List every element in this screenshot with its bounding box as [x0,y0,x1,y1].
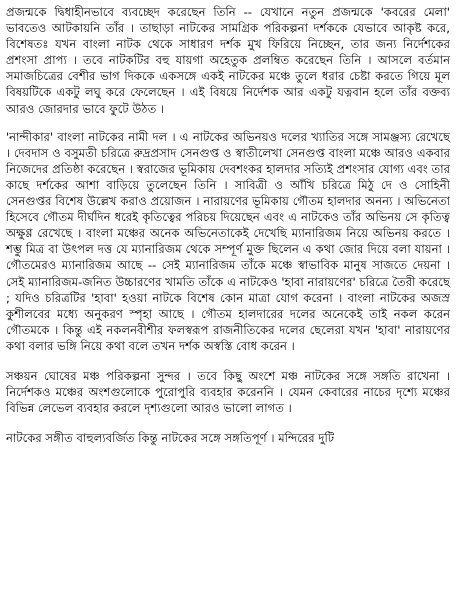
paragraph-acting: 'নান্দীকার' বাংলা নাটকের নামী দল । এ নাটকের অভিনয়ও দলের খ্যাতির সঙ্গে সামঞ্জস্য রেখেছে । দেবদাস ও বসুমতী চরিত্রে রুদ্রপ্রসাদ সেনগুপ্ত ও স্বাতীলেখা সেনগুপ্ত বাংলা মঞ্চে আরও একবার নিজেদের প্রতিষ্ঠা করেছেন । স্বরাজের ভূমিকায় দেবশংকর হালদার সত্যিই প্রশংসার যোগ্য এবং তার কাছে দর্শকের আশা বাড়িয়ে তুলেছেন তিনি । সাবিত্রী ও আঁখি চরিত্রে মিঠু দে ও সোহিনী সেনগুপ্তর বিশেষ উল্লেখ করাও প্রয়োজন । নারায়ণের ভূমিকায় গৌতম হালদার অনন্য । অভিনেতা হিসেবে গৌতম দীর্ঘদিন ধরেই কৃতিত্বের পরিচয় দিয়েছেন এবং এ নাটকেও তাঁর অভিনয় সে কৃতিত্ব অক্ষুণ্ণ রেখেছে । বাংলা মঞ্চের অনেক অভিনেতাকেই দেখেছি ম্যানারিজম নিয়ে অভিনয় করতে । শম্ভু মিত্র বা উৎপল দত্ত যে ম্যানারিজম থেকে সম্পূর্ণ মুক্ত ছিলেন এ কথা জোর দিয়ে বলা যায়না । গৌতমেরও ম্যানারিজম আছে -- সেই ম্যানারিজম তাঁকে মঞ্চে স্বাভাবিক মানুষ সাজতে দেয়না । সেই ম্যানারিজম-জনিত উচ্চারণের খামতি তাঁকে এ নাটকেও 'হাবা নারায়ণের' চরিত্রে তৈরী করেছে ; যদিও চরিত্রটির 'হাবা' হওয়া নাটকে বিশেষ কোন মাত্রা যোগ করেনা । বাংলা নাটকের অজস্র কুশীলবের মধ্যে অনুকরণ স্পৃহা আছে । গৌতম হালদারের দলের অনেকেই তাই নকল করেন গৌতমকে । কিন্তু এই নকলনবীশীর ফলস্বরূপ রাজনীতিকের দলের ছেলেরা যখন 'হাবা' নারায়ণের কথা বলার ভঙ্গি নিয়ে কথা বলে তখন দর্শক অস্বস্তি বোধ করেন । [6,129,450,353]
paragraph-music: নাটকের সঙ্গীত বাহুল্যবর্জিত কিন্তু নাটকের সঙ্গে সঙ্গতিপূর্ণ । মন্দিরের দুটি [6,431,335,446]
paragraph-stage-design: সঞ্চয়ন ঘোষের মঞ্চ পরিকল্পনা সুন্দর । তবে কিছু অংশে মঞ্চ নাটকের সঙ্গে সঙ্গতি রাখেনা । নির্দেশকও মঞ্চের অংশগুলোকে পুরোপুরি ব্যবহার করেননি । যেমন কেবারের নাচের দৃশ্যে মঞ্চের বিভিন্ন লেভেল ব্যবহার করলে দৃশ্যগুলো আরও ভালো লাগত । [6,368,450,416]
paragraph-review-direction: প্রজন্মকে দ্বিধাহীনভাবে ব্যবচ্ছেদ করেছেন তিনি -- যেখানে নতুন প্রজন্মকে 'কবরের মেলা' ভাবতেও আটকায়নি তাঁর । তাছাড়া নাটকের সামগ্রিক পরিকল্পনা দর্শককে যেভাবে আকৃষ্ট করে, বিশেষতঃ যখন বাংলা নাটক থেকে সাধারণ দর্শক মুখ ফিরিয়ে নিচ্ছেন, তার জন্য নির্দেশকের প্রশংসা প্রাপ্য । তবে নাটকটির বহু যায়গা অহেতুক প্রলম্বিত করেছেন তিনি । আসলে বর্তমান সমাজচিত্রের বেশীর ভাগ দিককে একসঙ্গে একই নাটকের মঞ্চে তুলে ধরার চেষ্টা করতে গিয়ে মূল বিষয়টিকে একটু লঘু করে ফেলেছেন । এই বিষয়ে নির্দেশক আর একটু যত্নবান হলে তাঁর বক্তব্য আরও জোরদার ভাবে ফুটে উঠত । [6,5,450,116]
